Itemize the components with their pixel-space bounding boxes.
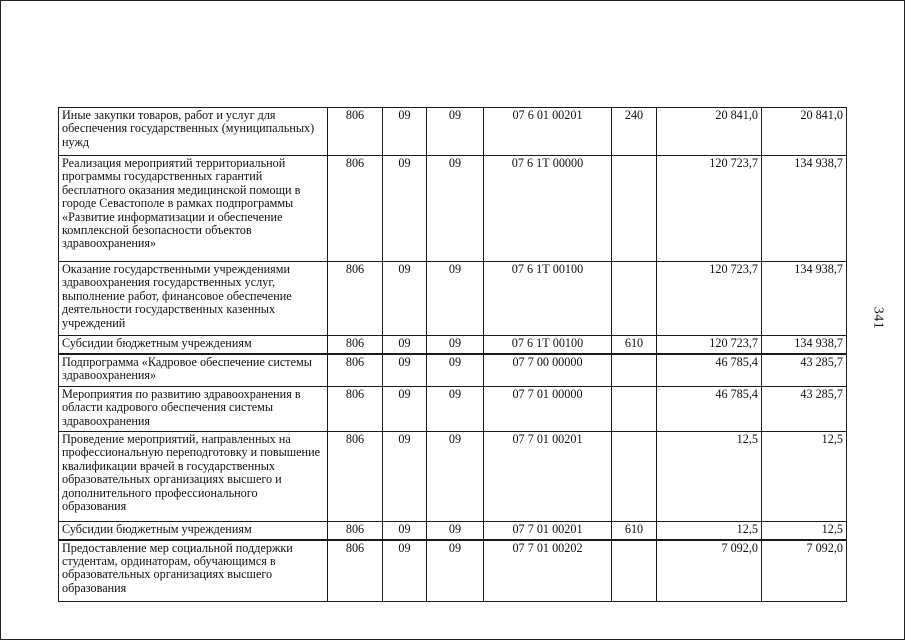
subsection-code: 09 <box>427 108 484 156</box>
target-article-code: 07 7 01 00201 <box>484 432 612 522</box>
target-article-code: 07 7 01 00000 <box>484 387 612 432</box>
section-code: 09 <box>383 262 427 336</box>
row-name: Предоставление мер социальной поддержки студентам, ординаторам, обучающимся в образовательных организациях высшего образования <box>59 540 328 602</box>
subsection-code: 09 <box>427 354 484 387</box>
row-name: Проведение мероприятий, направленных на профессиональную переподготовку и повышение квалификации врачей в государственных образовательных организациях высшего и дополнительного профессионального образования <box>59 432 328 522</box>
target-article-code: 07 7 00 00000 <box>484 354 612 387</box>
section-code: 09 <box>383 540 427 602</box>
section-code: 09 <box>383 432 427 522</box>
expense-type-code: 610 <box>612 336 657 354</box>
budget-table <box>58 107 847 602</box>
amount-year-1: 120 723,7 <box>657 156 762 262</box>
ministry-code: 806 <box>328 354 383 387</box>
amount-year-2: 134 938,7 <box>762 262 847 336</box>
section-code: 09 <box>383 522 427 540</box>
table-row <box>59 522 847 540</box>
expense-type-code <box>612 540 657 602</box>
expense-type-code <box>612 432 657 522</box>
table-row <box>59 354 847 387</box>
subsection-code: 09 <box>427 540 484 602</box>
amount-year-1: 46 785,4 <box>657 354 762 387</box>
section-code: 09 <box>383 156 427 262</box>
section-code: 09 <box>383 108 427 156</box>
expense-type-code <box>612 262 657 336</box>
amount-year-1: 46 785,4 <box>657 387 762 432</box>
row-name: Реализация мероприятий территориальной программы государственных гарантий бесплатного оказания медицинской помощи в городе Севастополе в рамках подпрограммы «Развитие информатизации и обеспечение комплексной безопасности объектов здравоохранения» <box>59 156 328 262</box>
row-name: Субсидии бюджетным учреждениям <box>59 522 328 540</box>
section-code: 09 <box>383 387 427 432</box>
amount-year-1: 7 092,0 <box>657 540 762 602</box>
amount-year-2: 12,5 <box>762 432 847 522</box>
ministry-code: 806 <box>328 108 383 156</box>
section-code: 09 <box>383 354 427 387</box>
subsection-code: 09 <box>427 262 484 336</box>
target-article-code: 07 6 1Т 00100 <box>484 262 612 336</box>
expense-type-code <box>612 156 657 262</box>
row-name: Иные закупки товаров, работ и услуг для обеспечения государственных (муниципальных) нужд <box>59 108 328 156</box>
table-row <box>59 336 847 354</box>
table-row <box>59 432 847 522</box>
row-name: Подпрограмма «Кадровое обеспечение системы здравоохранения» <box>59 354 328 387</box>
amount-year-2: 43 285,7 <box>762 354 847 387</box>
row-name: Оказание государственными учреждениями здравоохранения государственных услуг, выполнение работ, финансовое обеспечение деятельности государственных казенных учреждений <box>59 262 328 336</box>
expense-type-code <box>612 354 657 387</box>
subsection-code: 09 <box>427 387 484 432</box>
ministry-code: 806 <box>328 522 383 540</box>
ministry-code: 806 <box>328 387 383 432</box>
subsection-code: 09 <box>427 432 484 522</box>
amount-year-1: 12,5 <box>657 522 762 540</box>
subsection-code: 09 <box>427 156 484 262</box>
row-name: Мероприятия по развитию здравоохранения в области кадрового обеспечения системы здравоохранения <box>59 387 328 432</box>
target-article-code: 07 7 01 00202 <box>484 540 612 602</box>
target-article-code: 07 6 1Т 00100 <box>484 336 612 354</box>
subsection-code: 09 <box>427 522 484 540</box>
amount-year-2: 12,5 <box>762 522 847 540</box>
amount-year-1: 12,5 <box>657 432 762 522</box>
target-article-code: 07 7 01 00201 <box>484 522 612 540</box>
amount-year-2: 134 938,7 <box>762 156 847 262</box>
table-row <box>59 387 847 432</box>
ministry-code: 806 <box>328 262 383 336</box>
amount-year-2: 134 938,7 <box>762 336 847 354</box>
table-row <box>59 108 847 156</box>
expense-type-code: 610 <box>612 522 657 540</box>
target-article-code: 07 6 1Т 00000 <box>484 156 612 262</box>
section-code: 09 <box>383 336 427 354</box>
expense-type-code <box>612 387 657 432</box>
amount-year-2: 43 285,7 <box>762 387 847 432</box>
ministry-code: 806 <box>328 156 383 262</box>
subsection-code: 09 <box>427 336 484 354</box>
amount-year-2: 20 841,0 <box>762 108 847 156</box>
page-number: 341 <box>870 306 886 330</box>
table-row <box>59 262 847 336</box>
target-article-code: 07 6 01 00201 <box>484 108 612 156</box>
expense-type-code: 240 <box>612 108 657 156</box>
table-row <box>59 540 847 602</box>
ministry-code: 806 <box>328 432 383 522</box>
amount-year-1: 20 841,0 <box>657 108 762 156</box>
amount-year-1: 120 723,7 <box>657 262 762 336</box>
table-row <box>59 156 847 262</box>
ministry-code: 806 <box>328 540 383 602</box>
row-name: Субсидии бюджетным учреждениям <box>59 336 328 354</box>
amount-year-1: 120 723,7 <box>657 336 762 354</box>
amount-year-2: 7 092,0 <box>762 540 847 602</box>
ministry-code: 806 <box>328 336 383 354</box>
